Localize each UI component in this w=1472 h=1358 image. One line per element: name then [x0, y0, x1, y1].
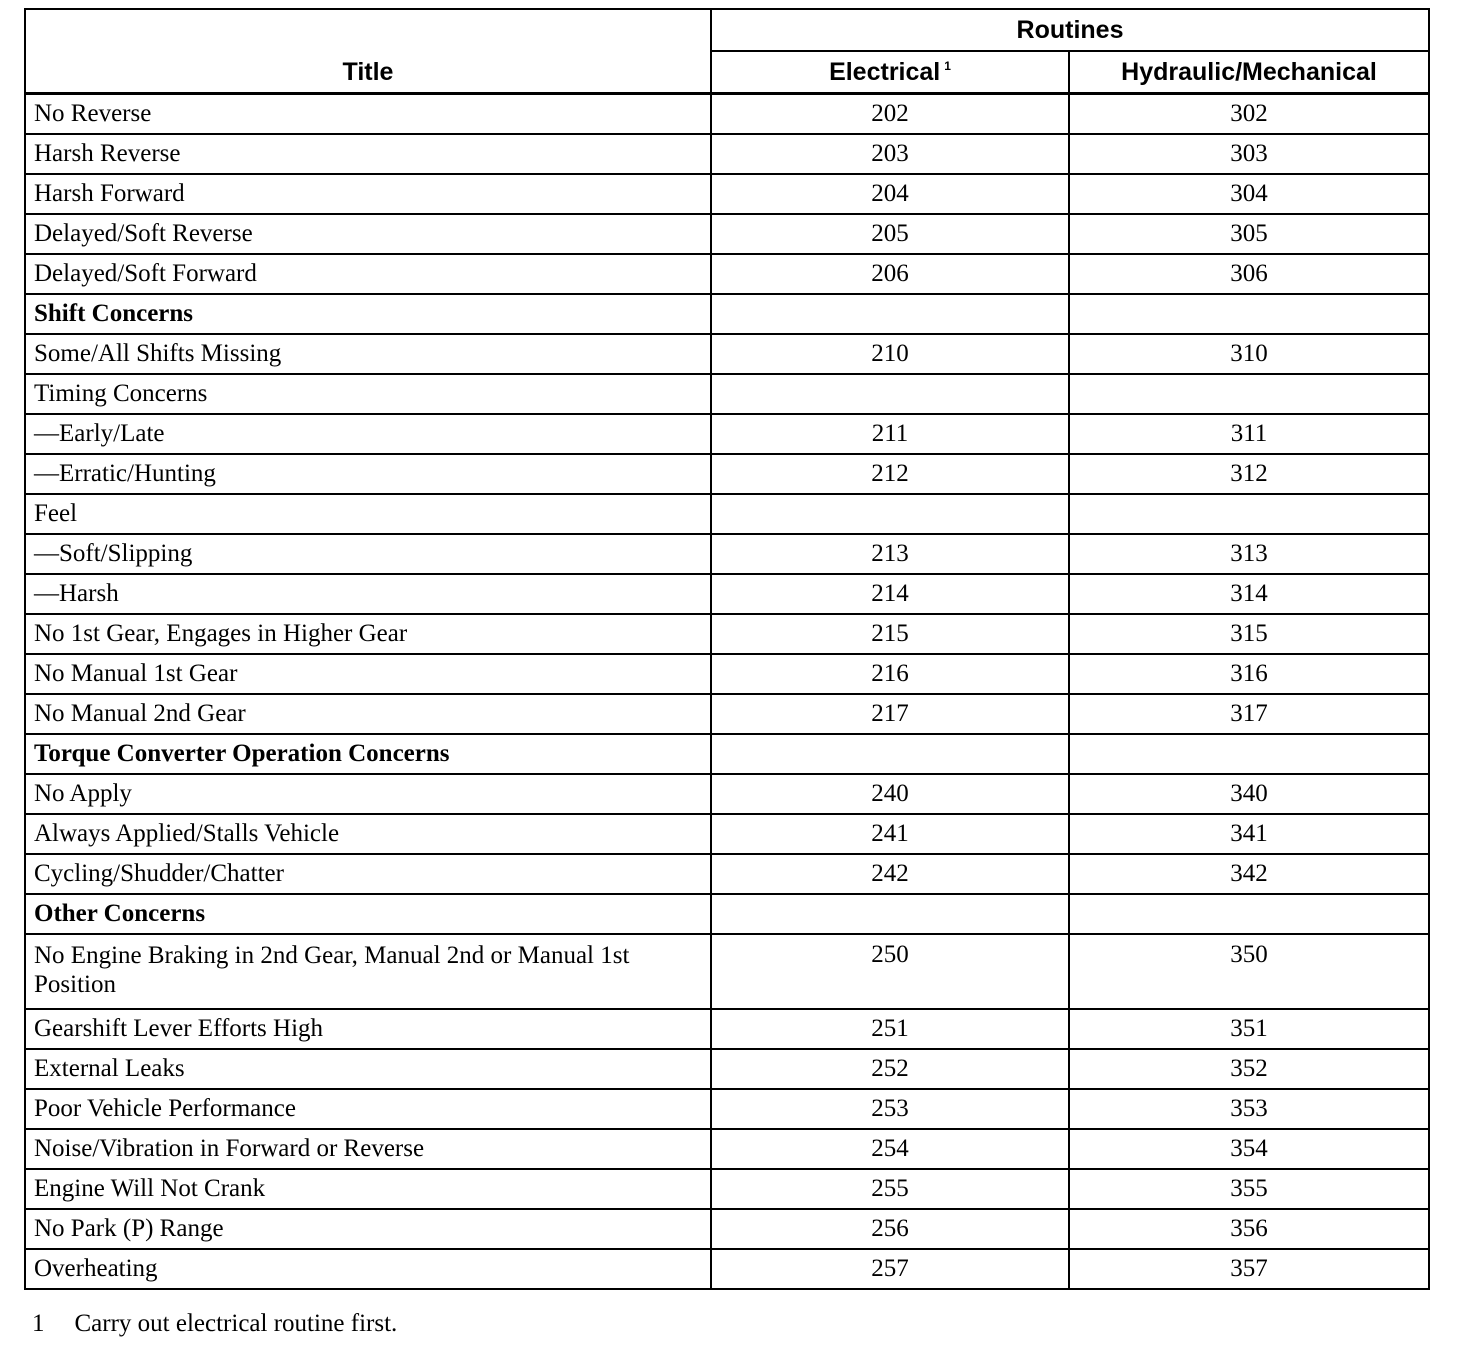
electrical-routine: 257 [711, 1249, 1069, 1289]
table-header [25, 9, 1429, 94]
table-row [25, 494, 1429, 534]
hydraulic-routine: 342 [1069, 854, 1429, 894]
hydraulic-routine: 312 [1069, 454, 1429, 494]
hydraulic-routine: 340 [1069, 774, 1429, 814]
electrical-routine: 216 [711, 654, 1069, 694]
section-row [25, 734, 1429, 774]
table-row [25, 254, 1429, 294]
table-row [25, 134, 1429, 174]
hydraulic-routine: 315 [1069, 614, 1429, 654]
row-title: Poor Vehicle Performance [25, 1089, 711, 1129]
electrical-routine: 213 [711, 534, 1069, 574]
hydraulic-routine: 306 [1069, 254, 1429, 294]
header-row-top [25, 9, 1429, 51]
row-title: Harsh Forward [25, 174, 711, 214]
hydraulic-routine: 316 [1069, 654, 1429, 694]
hydraulic-routine: 352 [1069, 1049, 1429, 1089]
row-title: —Harsh [25, 574, 711, 614]
electrical-routine: 215 [711, 614, 1069, 654]
row-title: External Leaks [25, 1049, 711, 1089]
row-title: Always Applied/Stalls Vehicle [25, 814, 711, 854]
row-title: Some/All Shifts Missing [25, 334, 711, 374]
row-title: Gearshift Lever Efforts High [25, 1009, 711, 1049]
row-title: —Soft/Slipping [25, 534, 711, 574]
electrical-column-header [711, 51, 1069, 94]
hydraulic-routine: 350 [1069, 934, 1429, 1009]
electrical-routine [711, 494, 1069, 534]
hydraulic-routine: 355 [1069, 1169, 1429, 1209]
hydraulic-routine [1069, 374, 1429, 414]
electrical-header-label: Electrical [829, 57, 941, 86]
footnote [32, 1310, 397, 1338]
table-row [25, 214, 1429, 254]
electrical-routine: 255 [711, 1169, 1069, 1209]
footnote-text: Carry out electrical routine first. [74, 1310, 398, 1337]
row-title: Harsh Reverse [25, 134, 711, 174]
electrical-routine: 212 [711, 454, 1069, 494]
table-row [25, 574, 1429, 614]
table-row [25, 534, 1429, 574]
electrical-routine [711, 734, 1069, 774]
table-row [25, 1009, 1429, 1049]
row-title: Overheating [25, 1249, 711, 1289]
hydraulic-routine [1069, 894, 1429, 934]
table-row [25, 1249, 1429, 1289]
electrical-routine: 211 [711, 414, 1069, 454]
hydraulic-routine: 304 [1069, 174, 1429, 214]
electrical-routine [711, 294, 1069, 334]
row-title: Delayed/Soft Reverse [25, 214, 711, 254]
hydraulic-routine: 310 [1069, 334, 1429, 374]
hydraulic-routine [1069, 494, 1429, 534]
table-row [25, 934, 1429, 1009]
row-title: No Manual 1st Gear [25, 654, 711, 694]
table-row [25, 454, 1429, 494]
electrical-routine: 205 [711, 214, 1069, 254]
row-title: —Erratic/Hunting [25, 454, 711, 494]
electrical-routine: 241 [711, 814, 1069, 854]
hydraulic-column-header: Hydraulic/Mechanical [1069, 51, 1429, 94]
table-row [25, 654, 1429, 694]
electrical-routine: 240 [711, 774, 1069, 814]
electrical-routine [711, 374, 1069, 414]
footnote-number: 1 [32, 1310, 45, 1337]
electrical-routine: 252 [711, 1049, 1069, 1089]
row-title: —Early/Late [25, 414, 711, 454]
row-title: Shift Concerns [25, 294, 711, 334]
table-row [25, 1169, 1429, 1209]
table-row [25, 1209, 1429, 1249]
table-row [25, 1049, 1429, 1089]
table-row [25, 774, 1429, 814]
table-row [25, 414, 1429, 454]
table-row [25, 374, 1429, 414]
electrical-routine: 203 [711, 134, 1069, 174]
hydraulic-routine [1069, 294, 1429, 334]
electrical-routine: 251 [711, 1009, 1069, 1049]
electrical-routine [711, 894, 1069, 934]
routines-group-header: Routines [711, 9, 1429, 51]
table-row [25, 1089, 1429, 1129]
row-title: Delayed/Soft Forward [25, 254, 711, 294]
row-title: No Park (P) Range [25, 1209, 711, 1249]
row-title: Timing Concerns [25, 374, 711, 414]
hydraulic-routine: 305 [1069, 214, 1429, 254]
row-title: Engine Will Not Crank [25, 1169, 711, 1209]
row-title: No Manual 2nd Gear [25, 694, 711, 734]
hydraulic-routine: 302 [1069, 94, 1429, 135]
hydraulic-routine: 356 [1069, 1209, 1429, 1249]
row-title: Noise/Vibration in Forward or Reverse [25, 1129, 711, 1169]
table-row [25, 814, 1429, 854]
electrical-routine: 217 [711, 694, 1069, 734]
hydraulic-routine: 354 [1069, 1129, 1429, 1169]
section-row [25, 894, 1429, 934]
row-title: No Reverse [25, 94, 711, 135]
row-title: Cycling/Shudder/Chatter [25, 854, 711, 894]
table-row [25, 334, 1429, 374]
section-row [25, 294, 1429, 334]
row-title: Feel [25, 494, 711, 534]
hydraulic-routine: 351 [1069, 1009, 1429, 1049]
footnote-marker: 1 [944, 59, 951, 74]
hydraulic-routine [1069, 734, 1429, 774]
electrical-routine: 250 [711, 934, 1069, 1009]
hydraulic-routine: 314 [1069, 574, 1429, 614]
table-row [25, 94, 1429, 135]
hydraulic-routine: 357 [1069, 1249, 1429, 1289]
row-title: Other Concerns [25, 894, 711, 934]
diagnostic-routines-table [24, 8, 1430, 1290]
row-title: No Apply [25, 774, 711, 814]
row-title: Torque Converter Operation Concerns [25, 734, 711, 774]
electrical-routine: 253 [711, 1089, 1069, 1129]
electrical-routine: 204 [711, 174, 1069, 214]
table-row [25, 1129, 1429, 1169]
row-title: No 1st Gear, Engages in Higher Gear [25, 614, 711, 654]
hydraulic-routine: 341 [1069, 814, 1429, 854]
hydraulic-routine: 303 [1069, 134, 1429, 174]
table-row [25, 854, 1429, 894]
table-row [25, 174, 1429, 214]
electrical-routine: 254 [711, 1129, 1069, 1169]
electrical-routine: 202 [711, 94, 1069, 135]
hydraulic-routine: 313 [1069, 534, 1429, 574]
row-title: No Engine Braking in 2nd Gear, Manual 2nd or Manual 1st Position [25, 934, 711, 1009]
electrical-routine: 256 [711, 1209, 1069, 1249]
hydraulic-routine: 311 [1069, 414, 1429, 454]
hydraulic-routine: 317 [1069, 694, 1429, 734]
electrical-routine: 210 [711, 334, 1069, 374]
table-body [25, 94, 1429, 1290]
electrical-routine: 242 [711, 854, 1069, 894]
electrical-routine: 206 [711, 254, 1069, 294]
table-row [25, 694, 1429, 734]
title-column-header: Title [25, 9, 711, 94]
hydraulic-routine: 353 [1069, 1089, 1429, 1129]
electrical-routine: 214 [711, 574, 1069, 614]
table-row [25, 614, 1429, 654]
